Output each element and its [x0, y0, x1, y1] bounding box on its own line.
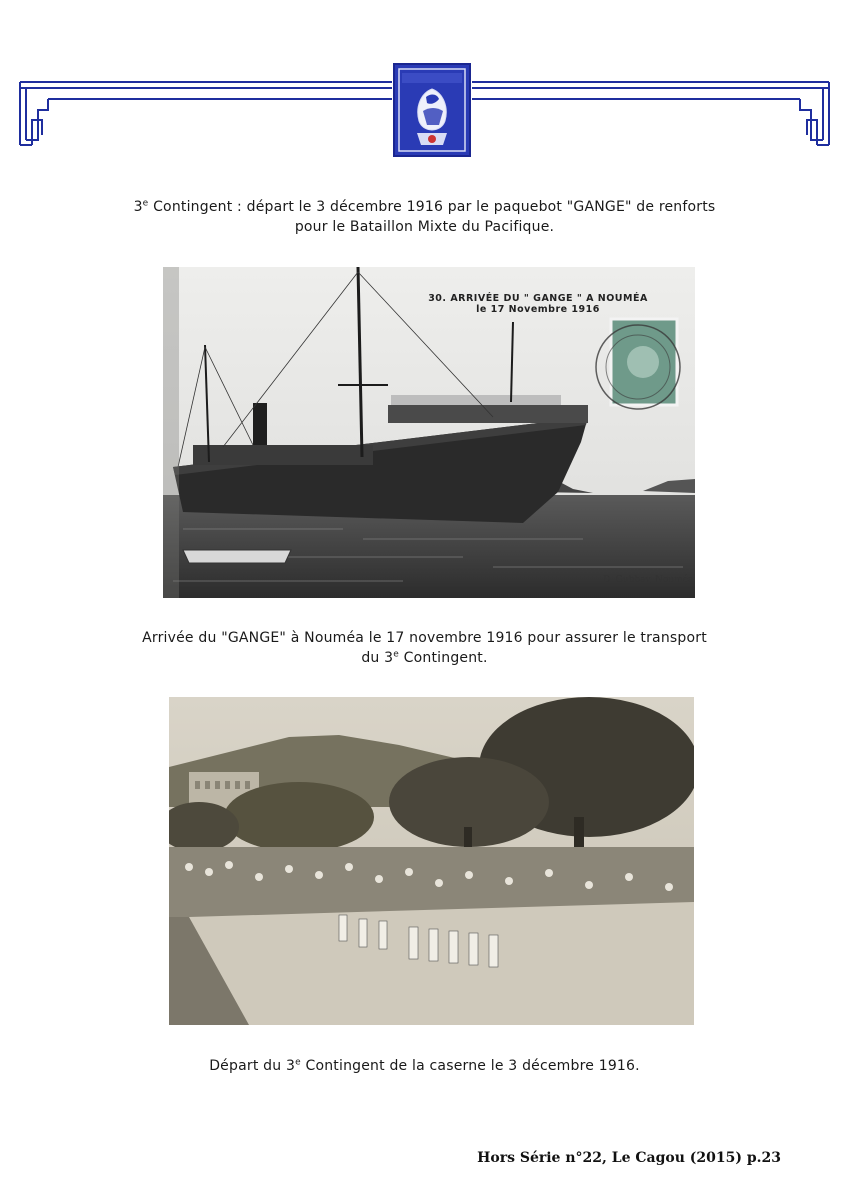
postcard-credit: D. Gubbay, Nouméa [603, 575, 694, 585]
header-ornament [0, 0, 849, 170]
caption-text: du 3 [361, 650, 394, 666]
caption-text: Contingent. [399, 650, 488, 666]
postcard-title-date: le 17 Novembre 1916 [476, 304, 600, 315]
caption-departure-barracks [60, 1056, 789, 1076]
postcard-ship-photo [163, 267, 695, 598]
caption-line [60, 648, 789, 668]
caption-arrival-gange [60, 628, 789, 668]
caption-line [60, 197, 789, 217]
caption-line: pour le Bataillon Mixte du Pacifique. [294, 219, 555, 235]
caption-departure-gange [60, 197, 789, 237]
superscript: e [142, 198, 149, 209]
caption-text: Contingent : départ le 3 décembre 1916 par le paquebot "GANGE" de renforts [148, 199, 716, 215]
parade-photo-image [169, 697, 694, 1025]
ship-photo-image [163, 267, 695, 598]
postcard-title [423, 293, 653, 315]
postcard-title-line: 30. ARRIVÉE DU " GANGE " A NOUMÉA [428, 293, 648, 304]
superscript: e [393, 649, 400, 660]
caption-text: Départ du 3 [209, 1058, 296, 1074]
caption-text: 3 [133, 199, 143, 215]
postcard-parade-photo [169, 697, 694, 1025]
caption-line: Arrivée du "GANGE" à Nouméa le 17 novembre 1916 pour assurer le transport [142, 630, 707, 646]
superscript: e [295, 1057, 301, 1068]
page-footer: Hors Série n°22, Le Cagou (2015) p.23 [477, 1150, 781, 1166]
caption-text: Contingent de la caserne le 3 décembre 1916. [300, 1058, 640, 1074]
seal-icon [393, 63, 471, 157]
